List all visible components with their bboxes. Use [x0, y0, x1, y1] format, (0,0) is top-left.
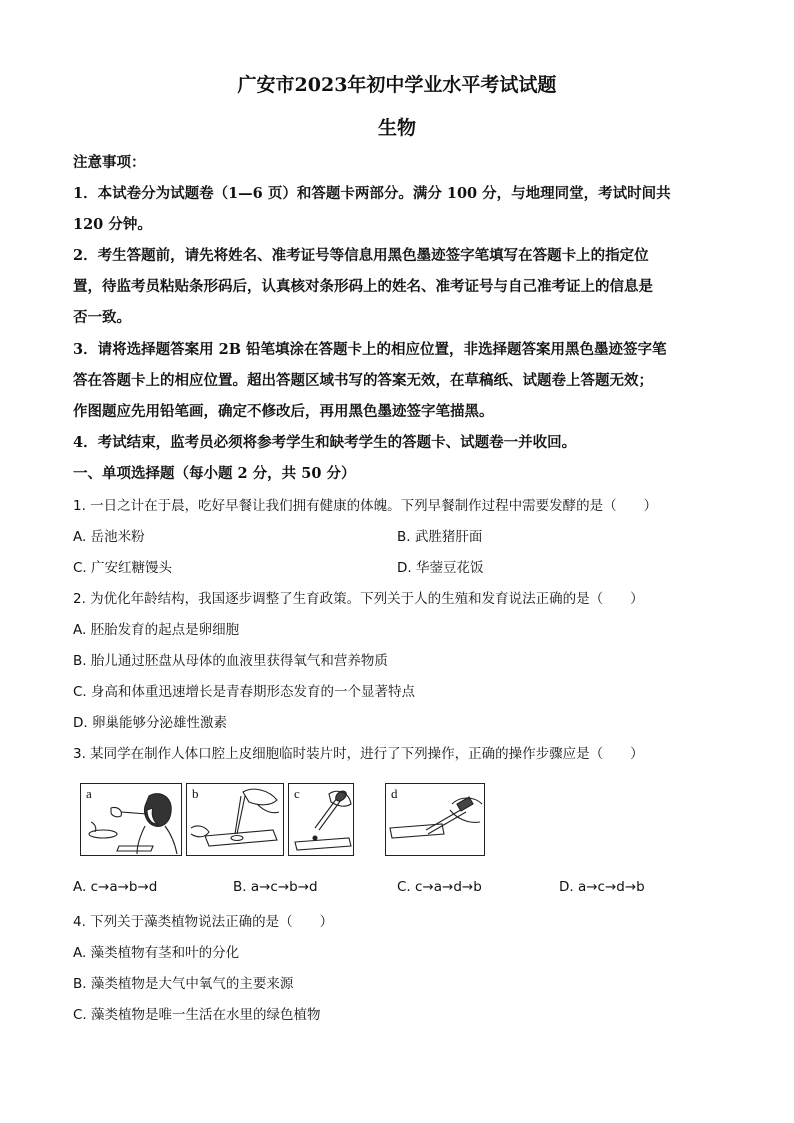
- section-heading: 一、单项选择题（每小题 2 分，共 50 分）: [73, 465, 356, 482]
- option-4c: C. 藻类植物是唯一生活在水里的绿色植物: [73, 1007, 321, 1023]
- option-2b: B. 胎儿通过胚盘从母体的血液里获得氧气和营养物质: [73, 653, 388, 669]
- notice-line: 否一致。: [73, 309, 131, 326]
- option-2a: A. 胚胎发育的起点是卵细胞: [73, 622, 240, 638]
- figure-panel-d: [385, 783, 485, 856]
- notice-line: 置，待监考员粘贴条形码后，认真核对条形码上的姓名、准考证号与自己准考证上的信息是: [73, 278, 653, 295]
- mouth-swab-illustration: [81, 784, 181, 855]
- question-stem-4: 4. 下列关于藻类植物说法正确的是（ ）: [73, 914, 334, 930]
- notice-line: 4．考试结束，监考员必须将参考学生和缺考学生的答题卡、试题卷一并收回。: [73, 434, 577, 451]
- option-2c: C. 身高和体重迅速增长是青春期形态发育的一个显著特点: [73, 684, 416, 700]
- notice-line: 1．本试卷分为试题卷（1—6 页）和答题卡两部分。满分 100 分，与地理同堂，考试时间共: [73, 185, 671, 202]
- figure-panel-a: [80, 783, 182, 856]
- option-2d: D. 卵巢能够分泌雄性激素: [73, 715, 227, 731]
- option-4b: B. 藻类植物是大气中氧气的主要来源: [73, 976, 294, 992]
- question-stem-1: 1. 一日之计在于晨，吃好早餐让我们拥有健康的体魄。下列早餐制作过程中需要发酵的是（ ）: [73, 498, 658, 514]
- subject-title: 生物: [377, 117, 416, 139]
- notice-heading: 注意事项：: [73, 154, 146, 171]
- option-3c: C. c→a→d→b: [397, 879, 482, 895]
- notice-line: 3．请将选择题答案用 2B 铅笔填涂在答题卡上的相应位置，非选择题答案用黑色墨迹签字笔: [73, 341, 667, 358]
- staining-illustration: [386, 784, 484, 855]
- exam-title: 广安市2023年初中学业水平考试试题: [237, 74, 557, 96]
- option-3d: D. a→c→d→b: [559, 879, 645, 895]
- figure-label-a: a: [86, 786, 92, 801]
- question-stem-3: 3. 某同学在制作人体口腔上皮细胞临时装片时，进行了下列操作，正确的操作步骤应是（ ）: [73, 746, 644, 762]
- figure-panel-b: [186, 783, 284, 856]
- figure-label-b: b: [192, 786, 199, 801]
- figure-panel-c: [288, 783, 354, 856]
- notice-line: 答在答题卡上的相应位置。超出答题区域书写的答案无效，在草稿纸、试题卷上答题无效；: [73, 372, 653, 389]
- cover-slip-illustration: [187, 784, 283, 855]
- notice-line: 2．考生答题前，请先将姓名、准考证号等信息用黑色墨迹签字笔填写在答题卡上的指定位: [73, 247, 649, 264]
- option-1c: C. 广安红糖馒头: [73, 560, 173, 576]
- option-1d: D. 华蓥豆花饭: [397, 560, 484, 576]
- option-3a: A. c→a→b→d: [73, 879, 158, 895]
- option-1b: B. 武胜猪肝面: [397, 529, 483, 545]
- notice-line: 120 分钟。: [73, 216, 152, 233]
- notice-line: 作图题应先用铅笔画，确定不修改后，再用黑色墨迹签字笔描黑。: [73, 403, 494, 420]
- option-1a: A. 岳池米粉: [73, 529, 145, 545]
- option-3b: B. a→c→b→d: [233, 879, 318, 895]
- figure-label-c: c: [294, 786, 300, 801]
- figure-label-d: d: [391, 786, 398, 801]
- option-4a: A. 藻类植物有茎和叶的分化: [73, 945, 240, 961]
- dropper-illustration: [289, 784, 353, 855]
- question-stem-2: 2. 为优化年龄结构，我国逐步调整了生育政策。下列关于人的生殖和发育说法正确的是（ ）: [73, 591, 644, 607]
